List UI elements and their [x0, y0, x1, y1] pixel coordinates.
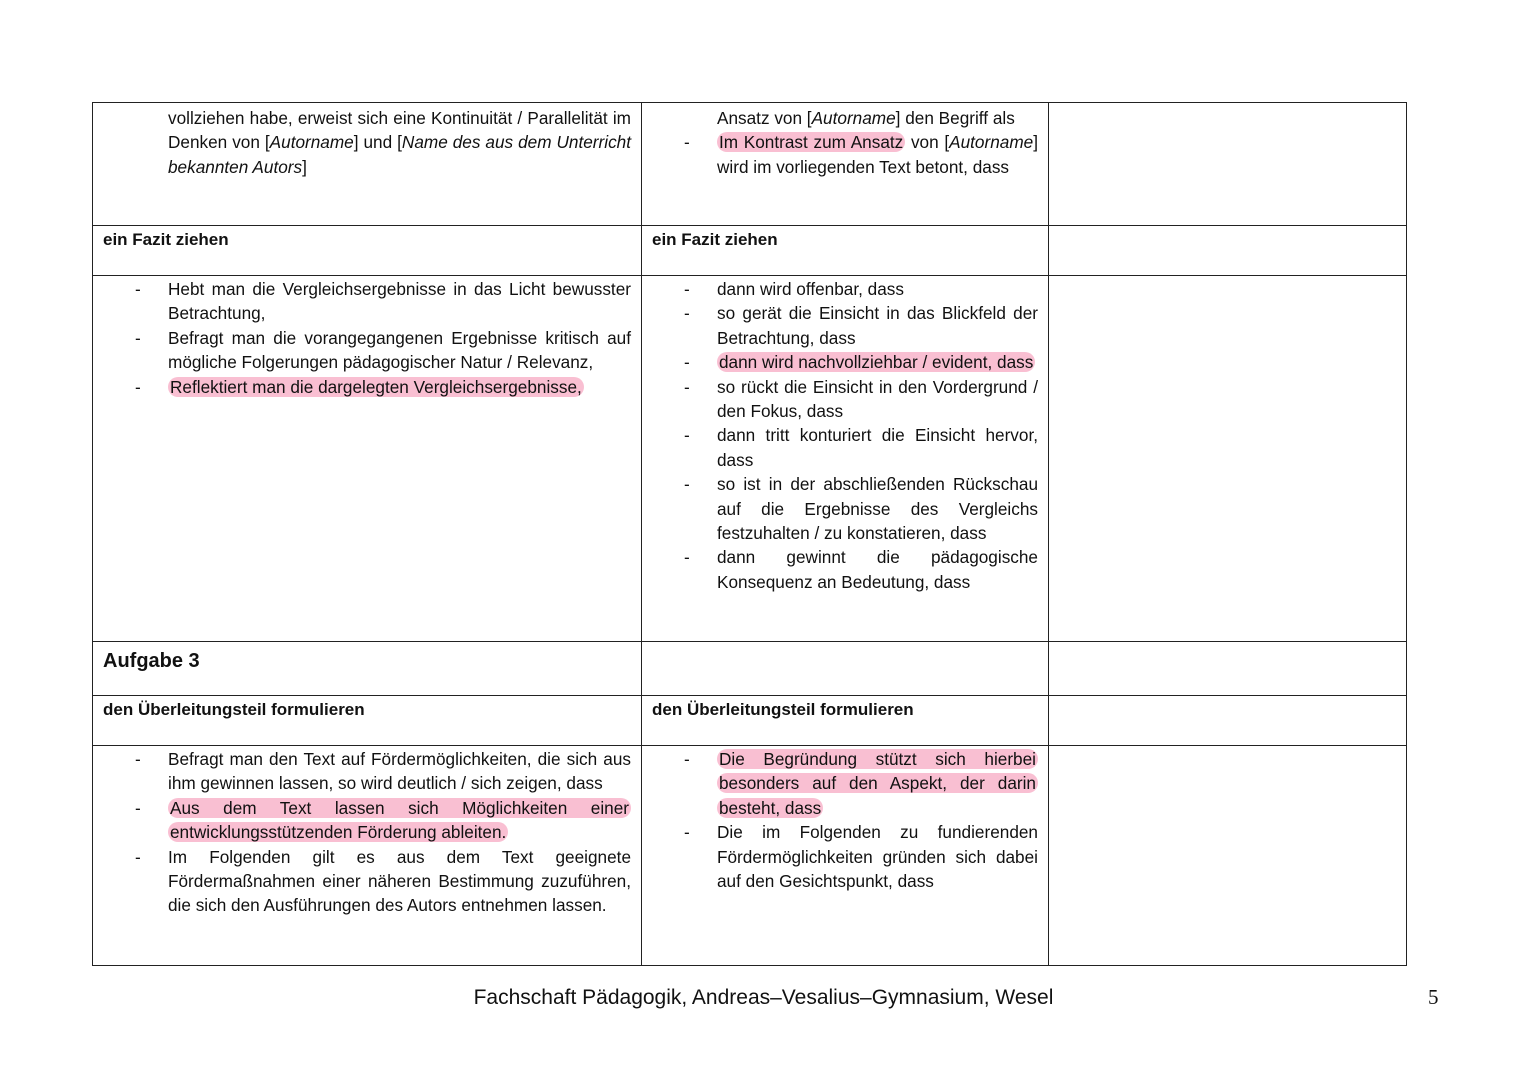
list-item: - dann gewinnt die pädagogische Konsequenz an Bedeutung, dass [642, 545, 1048, 594]
list-item: - so rückt die Einsicht in den Vordergrund / den Fokus, dass [642, 375, 1048, 424]
ueberleitung-heading-left: den Überleitungsteil formulieren [93, 696, 642, 746]
continuation-right-cell [642, 103, 1049, 226]
fazit-heading-row [93, 226, 1407, 276]
page-number: 5 [1428, 985, 1439, 1009]
list-item [93, 375, 641, 399]
list-item: - Die im Folgenden zu fundierenden Fördermöglichkeiten gründen sich dabei auf den Gesichtspunkt, dass [642, 820, 1048, 893]
ueberleitung-heading-right: den Überleitungsteil formulieren [642, 696, 1049, 746]
continuation-right-text-1: Ansatz von [Autorname] den Begriff als [717, 108, 1015, 128]
continuation-left-cell [93, 103, 642, 226]
ueberleitung-right-cell [642, 746, 1049, 966]
footer-text: Fachschaft Pädagogik, Andreas–Vesalius–Gymnasium, Wesel [473, 986, 1054, 1009]
list-item: - dann wird offenbar, dass [642, 277, 1048, 301]
list-item [642, 106, 1048, 130]
list-item: - dann tritt konturiert die Einsicht hervor, dass [642, 423, 1048, 472]
highlight-mark: Die Begründung stützt sich hierbei besonders auf den Aspekt, der darin besteht, dass [719, 749, 1036, 818]
empty-cell [642, 642, 1049, 696]
list-item [93, 796, 641, 845]
list-item: - Hebt man die Vergleichsergebnisse in das Licht bewusster Betrachtung, [93, 277, 641, 326]
aufgabe-row [93, 642, 1407, 696]
fazit-right-cell [642, 276, 1049, 642]
list-item: - so ist in der abschließenden Rückschau auf die Ergebnisse des Vergleichs festzuhalten / zu konstatieren, dass [642, 472, 1048, 545]
highlight-mark: Aus dem Text lassen sich Möglichkeiten einer entwicklungsstützenden Förderung ableiten. [170, 797, 629, 843]
ueberleitung-heading-row [93, 696, 1407, 746]
fazit-left-cell [93, 276, 642, 642]
list-item [642, 350, 1048, 374]
empty-cell [1049, 746, 1407, 966]
continuation-left-text: vollziehen habe, erweist sich eine Kontinuität / Parallelität im Denken von [Autorname] und [Name des aus dem Unterricht bekannten Autors] [168, 108, 632, 177]
ueberleitung-left-cell [93, 746, 642, 966]
list-item: - so gerät die Einsicht in das Blickfeld der Betrachtung, dass [642, 301, 1048, 350]
list-item: - Befragt man den Text auf Fördermöglichkeiten, die sich aus ihm gewinnen lassen, so wird deutlich / sich zeigen, dass [93, 747, 641, 796]
fazit-content-row [93, 276, 1407, 642]
empty-cell [1049, 103, 1407, 226]
fazit-heading-right: ein Fazit ziehen [642, 226, 1049, 276]
empty-cell [1049, 226, 1407, 276]
list-item [93, 106, 641, 179]
empty-cell [1049, 696, 1407, 746]
continuation-right-text-2: Im Kontrast zum Ansatz von [Autorname] wird im vorliegenden Text betont, dass [717, 132, 1038, 177]
highlight-mark: Reflektiert man die dargelegten Vergleichsergebnisse, [170, 376, 582, 397]
continuation-row [93, 103, 1407, 226]
list-item [642, 130, 1048, 179]
list-item: - Im Folgenden gilt es aus dem Text geeignete Fördermaßnahmen einer näheren Bestimmung zuzuführen, die sich den Ausführungen des Autors entnehmen lassen. [93, 845, 641, 918]
list-item [642, 747, 1048, 820]
highlight-mark: dann wird nachvollziehbar / evident, dass [719, 352, 1034, 373]
highlight-mark: Im Kontrast zum Ansatz [719, 132, 904, 153]
ueberleitung-content-row [93, 746, 1407, 966]
empty-cell [1049, 276, 1407, 642]
empty-cell [1049, 642, 1407, 696]
worksheet-table [92, 102, 1407, 966]
list-item: - Befragt man die vorangegangenen Ergebnisse kritisch auf mögliche Folgerungen pädagogischer Natur / Relevanz, [93, 326, 641, 375]
fazit-heading-left: ein Fazit ziehen [93, 226, 642, 276]
aufgabe-label: Aufgabe 3 [93, 642, 642, 696]
